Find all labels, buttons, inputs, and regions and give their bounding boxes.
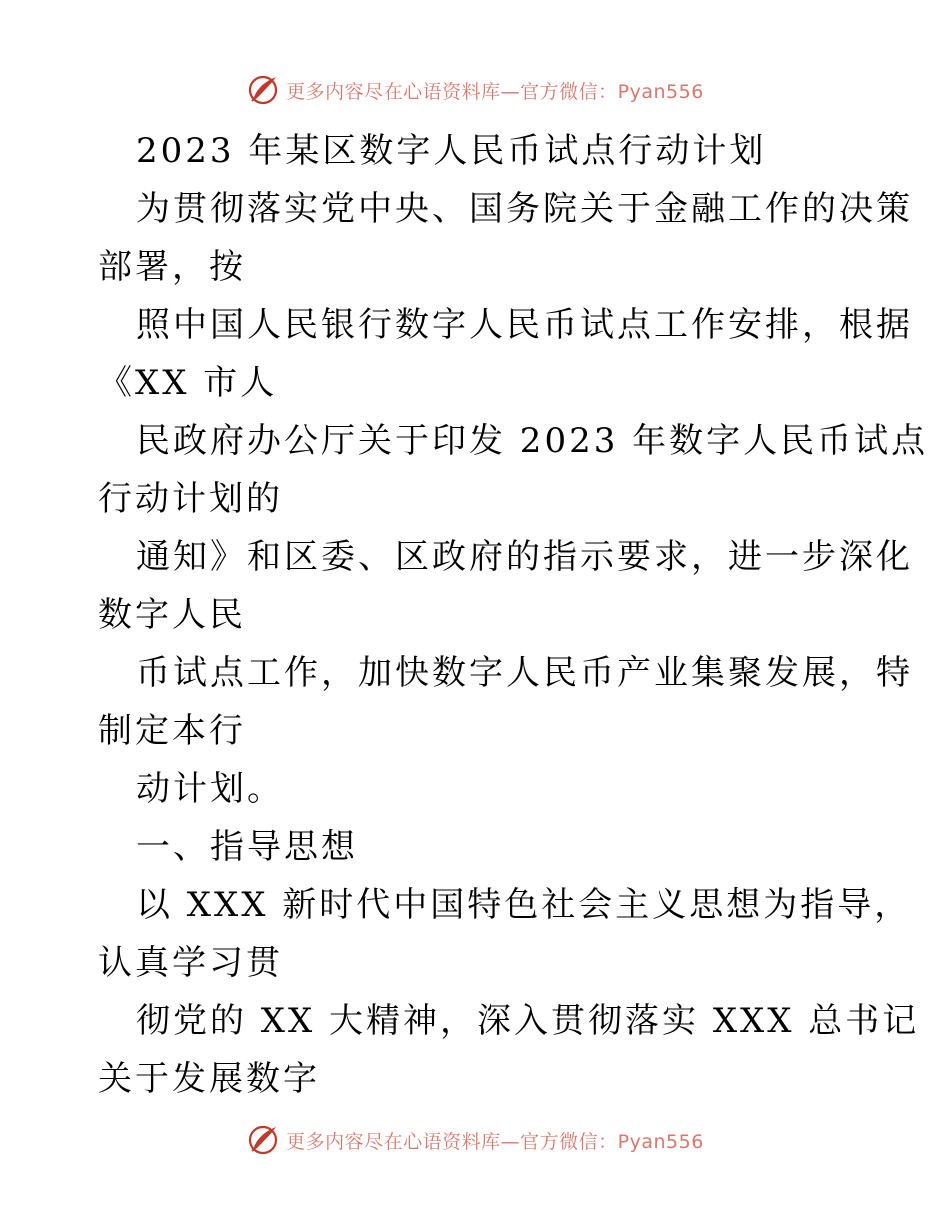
- header-watermark: [0, 70, 950, 110]
- paragraph-line: 为贯彻落实党中央、国务院关于金融工作的决策: [136, 189, 913, 229]
- paragraph-line: 彻党的 XX 大精神，深入贯彻落实 XXX 总书记: [136, 1001, 920, 1041]
- footer-watermark-text: 更多内容尽在心语资料库—官方微信：Pyan556: [286, 1130, 704, 1153]
- paragraph-line: 认真学习贯: [98, 943, 283, 983]
- section-heading: 一、指导思想: [136, 827, 358, 867]
- paragraph-line: 民政府办公厅关于印发 2023 年数字人民币试点: [136, 421, 929, 461]
- paragraph-line: 部署，按: [98, 247, 246, 287]
- paragraph-line: 照中国人民银行数字人民币试点工作安排，根据: [136, 305, 913, 345]
- footer-watermark: [0, 1120, 950, 1160]
- paragraph-line: 《XX 市人: [98, 363, 278, 403]
- quill-logo-icon: [246, 73, 280, 107]
- paragraph-line: 币试点工作，加快数字人民币产业集聚发展，特: [136, 653, 913, 693]
- header-watermark-text: 更多内容尽在心语资料库—官方微信：Pyan556: [286, 80, 704, 103]
- paragraph-line: 通知》和区委、区政府的指示要求，进一步深化: [136, 537, 913, 577]
- paragraph-line: 制定本行: [98, 711, 246, 751]
- paragraph-line: 以 XXX 新时代中国特色社会主义思想为指导，: [136, 885, 912, 925]
- document-body: [98, 122, 929, 1108]
- paragraph-line: 行动计划的: [98, 479, 283, 519]
- document-title: 2023 年某区数字人民币试点行动计划: [136, 131, 767, 171]
- quill-logo-icon: [246, 1123, 280, 1157]
- paragraph-line: 数字人民: [98, 595, 246, 635]
- paragraph-line: 动计划。: [136, 769, 284, 809]
- paragraph-line: 关于发展数字: [98, 1059, 320, 1099]
